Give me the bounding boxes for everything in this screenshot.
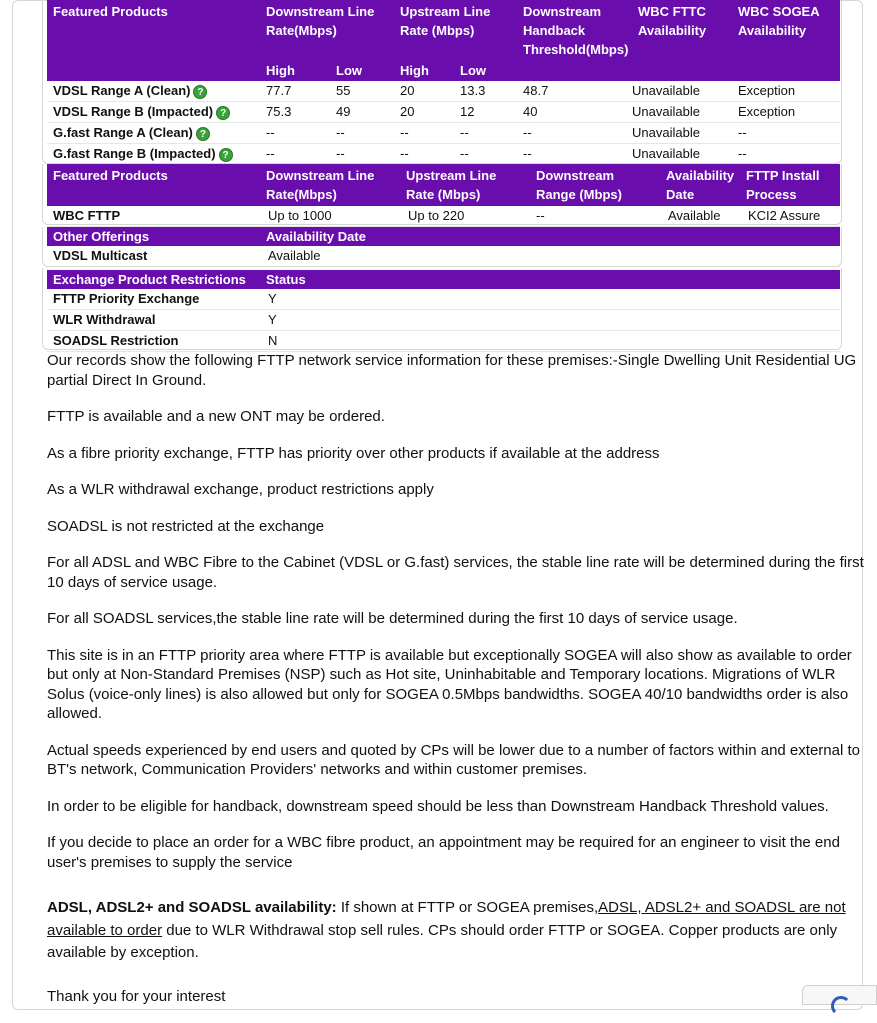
info-paragraph: For all ADSL and WBC Fibre to the Cabinet (VDSL or G.fast) services, the stable line rate will be determined during the first 10 days of service usage. <box>47 554 864 591</box>
install-cell: KCI2 Assure <box>740 206 840 227</box>
us-high-cell: 20 <box>394 102 454 123</box>
recaptcha-icon <box>831 996 851 1016</box>
us-low-cell: 13.3 <box>454 81 517 102</box>
subheader-us-low: Low <box>454 61 517 81</box>
header-install-process: FTTP Install Process <box>740 164 840 206</box>
help-icon[interactable]: ? <box>193 85 207 99</box>
help-icon[interactable]: ? <box>196 127 210 141</box>
product-name: VDSL Range A (Clean) <box>53 83 191 98</box>
product-name: G.fast Range A (Clean) <box>53 125 193 140</box>
info-paragraph: As a fibre priority exchange, FTTP has priority over other products if available at the address <box>47 444 660 462</box>
header-other-offerings: Other Offerings <box>47 227 260 246</box>
header-upstream-rate: Upstream Line Rate (Mbps) <box>400 164 530 206</box>
copper-table-panel <box>42 0 842 164</box>
note-heading: ADSL, ADSL2+ and SOADSL availability: <box>47 899 337 916</box>
ds-high-cell: -- <box>260 144 330 165</box>
info-paragraph: If you decide to place an order for a WBC fibre product, an appointment may be required for an engineer to visit the end user's premises to supply the service <box>47 834 840 871</box>
header-status: Status <box>260 270 840 289</box>
info-paragraph: This site is in an FTTP priority area where FTTP is available but exceptionally SOGEA will also show as available to order but only at Non-Standard Premises (NSP) such as Hot site, Uninhabitable and Temporary locations. Migrations of WLR Solus (voice-only lines) is also allowed but only for SOGEA 0.5Mbps bandwidths. SOGEA 40/10 bandwidths order is also allowed. <box>47 646 852 722</box>
header-fttc-availability: WBC FTTC Availability <box>632 0 732 61</box>
info-paragraph: For all SOADSL services,the stable line rate will be determined during the first 10 days of service usage. <box>47 610 738 627</box>
help-icon[interactable]: ? <box>219 148 233 162</box>
info-paragraph: Actual speeds experienced by end users and quoted by CPs will be lower due to a number of factors within and external to BT's network, Communication Providers' networks and within customer premises. <box>47 741 860 778</box>
product-name: G.fast Range B (Impacted) <box>53 146 216 161</box>
restriction-status: Y <box>260 289 840 310</box>
service-information <box>47 351 867 1023</box>
availability-cell: Available <box>260 246 840 267</box>
upstream-cell: Up to 220 <box>400 206 530 227</box>
threshold-cell: 48.7 <box>517 81 632 102</box>
subheader-ds-high: High <box>260 61 330 81</box>
other-table-panel <box>42 227 842 267</box>
threshold-cell: -- <box>517 144 632 165</box>
header-featured-products: Featured Products <box>47 0 260 61</box>
adsl-availability-note <box>47 897 867 965</box>
ds-low-cell: 55 <box>330 81 394 102</box>
header-availability-date: Availability Date <box>660 164 740 206</box>
fttc-cell: Unavailable <box>632 144 732 165</box>
downstream-cell: Up to 1000 <box>260 206 400 227</box>
restriction-name: WLR Withdrawal <box>47 310 260 331</box>
header-downstream-range: Downstream Range (Mbps) <box>530 164 660 206</box>
threshold-cell: 40 <box>517 102 632 123</box>
restriction-name: FTTP Priority Exchange <box>47 289 260 310</box>
sogea-cell: Exception <box>732 102 840 123</box>
us-low-cell: 12 <box>454 102 517 123</box>
restriction-name: SOADSL Restriction <box>47 331 260 352</box>
ds-low-cell: -- <box>330 123 394 144</box>
header-upstream-rate: Upstream Line Rate (Mbps) <box>394 0 517 61</box>
note-text: due to WLR Withdrawal stop sell rules. CPs should order FTTP or SOGEA. Copper products are only available by exception. <box>47 921 838 961</box>
ds-low-cell: 49 <box>330 102 394 123</box>
info-paragraph: SOADSL is not restricted at the exchange <box>47 517 325 535</box>
us-low-cell: -- <box>454 144 517 165</box>
us-high-cell: -- <box>394 144 454 165</box>
recaptcha-badge[interactable] <box>802 985 877 1005</box>
fttc-cell: Unavailable <box>632 123 732 144</box>
header-downstream-rate: Downstream Line Rate(Mbps) <box>260 0 394 61</box>
restriction-status: Y <box>260 310 840 331</box>
us-high-cell: -- <box>394 123 454 144</box>
help-icon[interactable]: ? <box>216 106 230 120</box>
sogea-cell: Exception <box>732 81 840 102</box>
restrictions-table-panel <box>42 268 842 350</box>
info-paragraph: In order to be eligible for handback, downstream speed should be less than Downstream Handback Threshold values. <box>47 797 829 815</box>
us-low-cell: -- <box>454 123 517 144</box>
header-restrictions: Exchange Product Restrictions <box>47 270 260 289</box>
threshold-cell: -- <box>517 123 632 144</box>
ds-low-cell: -- <box>330 144 394 165</box>
header-sogea-availability: WBC SOGEA Availability <box>732 0 840 61</box>
us-high-cell: 20 <box>394 81 454 102</box>
info-paragraph: FTTP is available and a new ONT may be ordered. <box>47 408 385 425</box>
product-cell: WBC FTTP <box>47 206 260 227</box>
restriction-status: N <box>260 331 840 352</box>
subheader-ds-low: Low <box>330 61 394 81</box>
header-handback-threshold: Downstream Handback Threshold(Mbps) <box>517 0 632 61</box>
note-text: If shown at FTTP or SOGEA premises, <box>336 899 599 916</box>
range-cell: -- <box>530 206 660 227</box>
availability-cell: Available <box>660 206 740 227</box>
sogea-cell: -- <box>732 123 840 144</box>
fttp-table-panel <box>42 164 842 225</box>
info-paragraph: Our records show the following FTTP network service information for these premises:-Single Dwelling Unit Residential UG partial Direct In Ground. <box>47 352 857 389</box>
product-name: VDSL Range B (Impacted) <box>53 104 214 119</box>
thank-you-text: Thank you for your interest <box>47 987 226 1005</box>
header-availability-date: Availability Date <box>260 227 840 246</box>
ds-high-cell: 77.7 <box>260 81 330 102</box>
fttc-cell: Unavailable <box>632 102 732 123</box>
sogea-cell: -- <box>732 144 840 165</box>
info-paragraph: As a WLR withdrawal exchange, product restrictions apply <box>47 481 434 498</box>
fttc-cell: Unavailable <box>632 81 732 102</box>
header-featured-products: Featured Products <box>47 164 260 206</box>
subheader-us-high: High <box>394 61 454 81</box>
ds-high-cell: 75.3 <box>260 102 330 123</box>
ds-high-cell: -- <box>260 123 330 144</box>
offering-cell: VDSL Multicast <box>47 246 260 267</box>
note-underlined: ADSL, ADSL2+ and SOADSL are not available to order <box>47 899 846 939</box>
header-downstream-rate: Downstream Line Rate(Mbps) <box>260 164 400 206</box>
